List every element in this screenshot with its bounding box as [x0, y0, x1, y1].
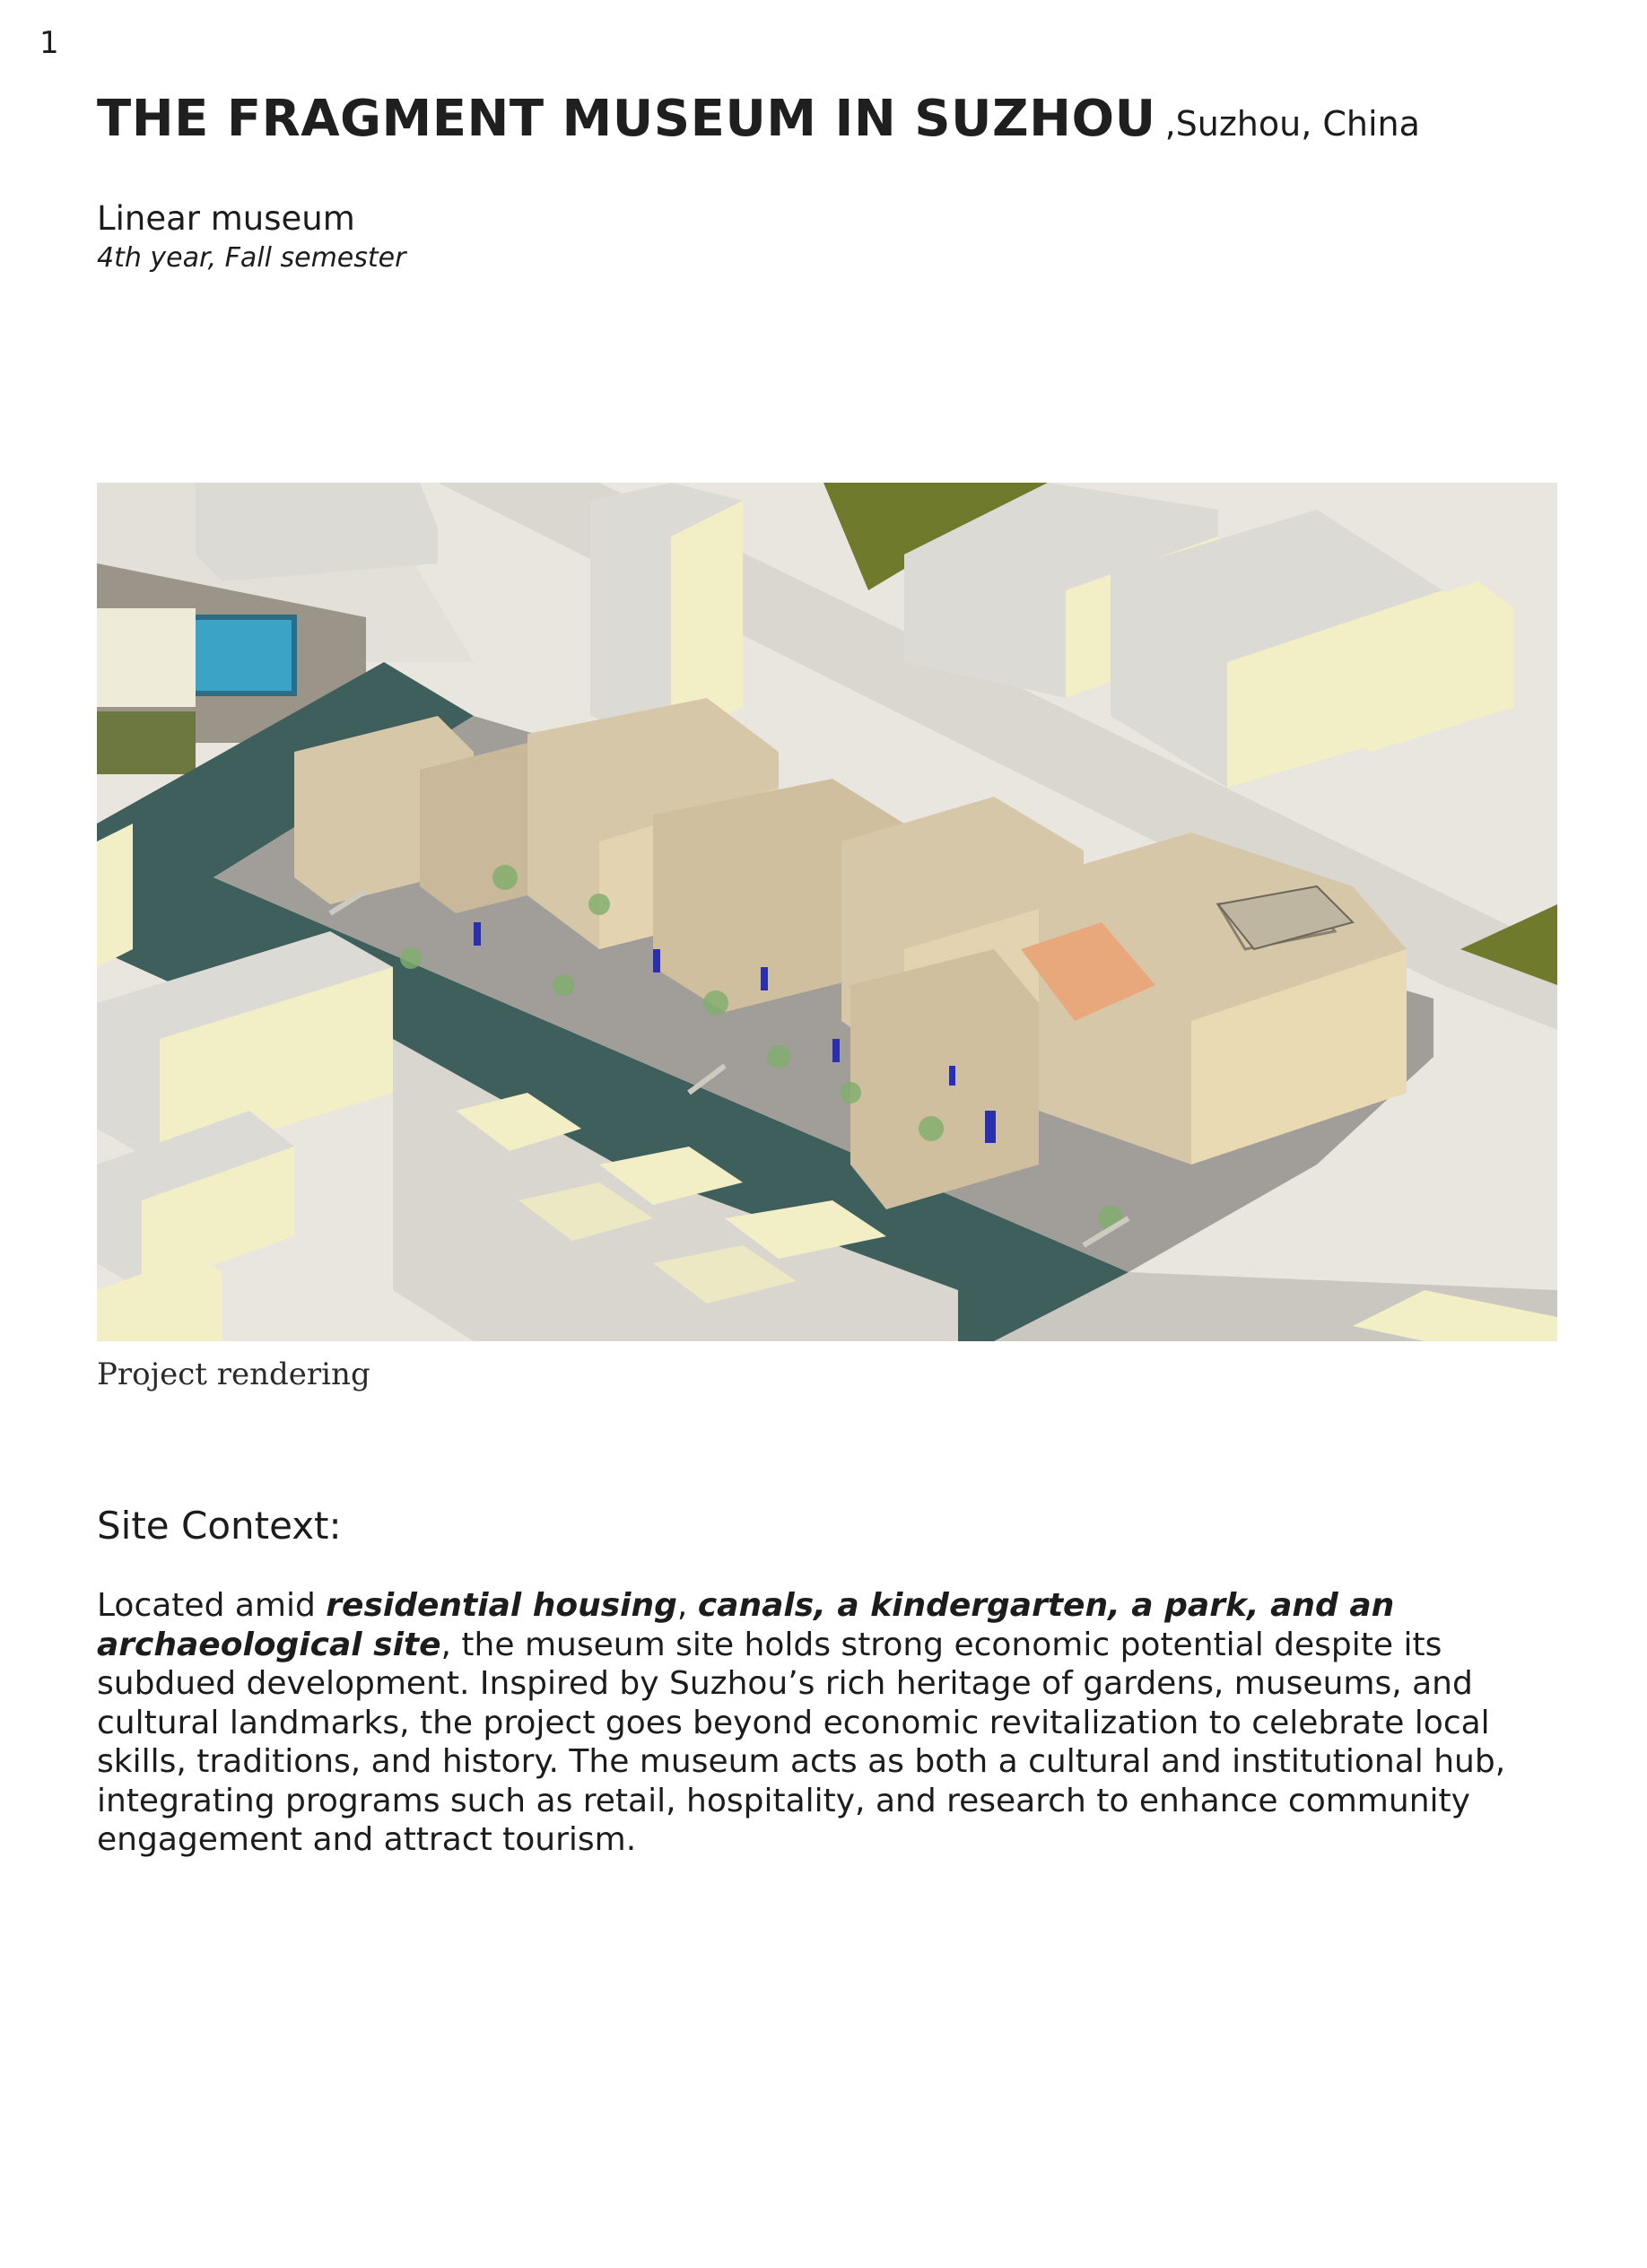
image-caption: Project rendering: [97, 1356, 370, 1392]
project-rendering-image: [97, 483, 1557, 1341]
project-subtitle: Linear museum: [97, 199, 355, 238]
site-context-paragraph: [97, 1586, 1568, 1860]
emphasis-residential: residential housing: [326, 1587, 677, 1624]
paragraph-text: Located amid: [97, 1587, 327, 1624]
project-semester: 4th year, Fall semester: [97, 242, 406, 274]
project-location: ,Suzhou, China: [1164, 104, 1420, 144]
section-heading: Site Context:: [97, 1504, 342, 1548]
page-number: 1: [39, 25, 59, 61]
emphasis-site-features: canals, a kindergarten, a park, and an archaeological site: [97, 1587, 1395, 1663]
project-title: THE FRAGMENT MUSEUM IN SUZHOU: [97, 90, 1156, 148]
paragraph-text: ,: [676, 1587, 698, 1624]
page-title: [97, 90, 1420, 148]
paragraph-text: , the museum site holds strong economic potential despite its subdued development. Inspired by Suzhou’s rich heritage of gardens, museums, and cultural landmarks, the project goes beyond economic revitalization to celebrate local skills, traditions, and history. The museum acts as both a cultural and institutional hub, integrating programs such as retail, hospitality, and research to enhance community engagement and attract tourism.: [97, 1626, 1506, 1858]
